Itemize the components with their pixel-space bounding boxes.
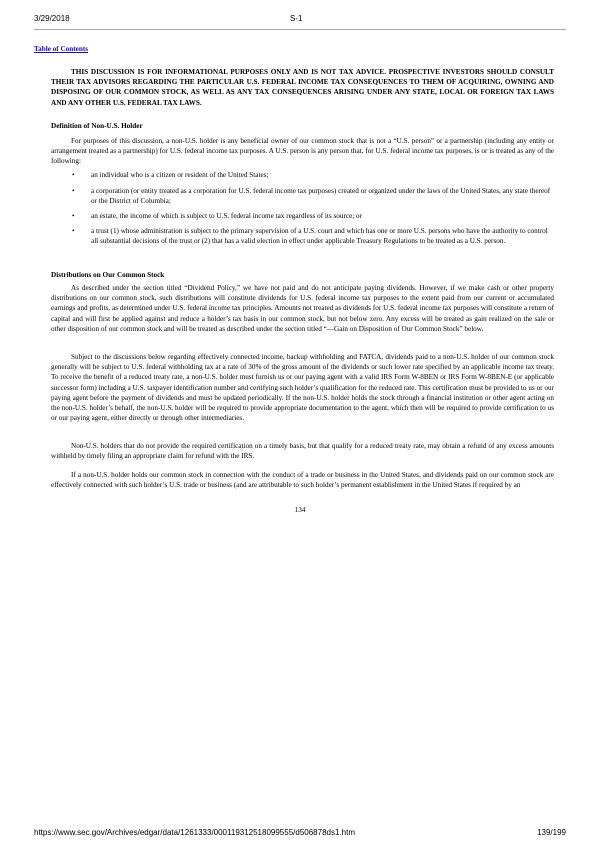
print-title: S-1 (290, 14, 303, 23)
tax-disclaimer: THIS DISCUSSION IS FOR INFORMATIONAL PURPOSES ONLY AND IS NOT TAX ADVICE. PROSPECTIVE INVESTORS SHOULD CONSULT THEIR TAX ADVISORS REGARDING THE PARTICULAR U.S. FEDERAL INCOME TAX CONSEQUENCES TO THEM OF ACQUIRING, OWNING AND DISPOSING OF OUR COMMON STOCK, AS WELL AS ANY TAX CONSEQUENCES ARISING UNDER ANY STATE, LOCAL OR FOREIGN TAX LAWS AND ANY OTHER U.S. FEDERAL TAX LAWS. (51, 68, 554, 107)
paragraph: As described under the section titled “Dividend Policy,” we have not paid and do not anticipate paying dividends. However, if we make cash or other property distributions on our common stock, such distributions will constitute dividends for U.S. federal income tax purposes to the extent paid from our current or accumulated earnings and profits, as determined under U.S. federal income tax principles. Amounts not treated as dividends for U.S. federal income tax purposes will constitute a return of capital and will first be applied against and reduce a holder’s tax basis in our common stock, but not below zero. Any excess will be treated as gain realized on the sale or other disposition of our common stock and will be treated as described under the section titled “—Gain on Disposition of Our Common Stock” below. (51, 284, 554, 333)
list-item-text: an estate, the income of which is subject to U.S. federal income tax regardless of its source; or (91, 212, 363, 220)
section-heading-distributions: Distributions on Our Common Stock (51, 271, 165, 279)
list-item-text: a corporation (or entity treated as a corporation for U.S. federal income tax purposes) created or organized under the laws of the United States, any state thereof or the District of Columbia; (91, 187, 551, 206)
bullet-icon: • (72, 171, 75, 179)
list-item (51, 186, 554, 206)
list-item (51, 226, 554, 246)
list-item-text: an individual who is a citizen or resident of the United States; (91, 171, 269, 179)
definition-intro: For purposes of this discussion, a non-U.S. holder is any beneficial owner of our common stock that is not a “U.S. person” or a partnership (including any entity or arrangement treated as a partnership) for U.S. federal income tax purposes. A U.S. person is any person that, for U.S. federal income tax purposes, is or is treated as any of the following: (51, 137, 554, 166)
footer-url: https://www.sec.gov/Archives/edgar/data/1261333/000119312518099555/d506878ds1.htm (34, 828, 355, 837)
table-of-contents-link[interactable]: Table of Contents (34, 45, 89, 53)
footer-page-count: 139/199 (537, 828, 566, 837)
paragraph: If a non-U.S. holder holds our common stock in connection with the conduct of a trade or business in the United States, and dividends paid on our common stock are effectively connected with such holder’s U.S. trade or business (and are attributable to such holder’s permanent establishment in the United States if required by an (51, 471, 554, 490)
bullet-icon: • (72, 212, 75, 220)
bullet-icon: • (72, 187, 75, 195)
print-date: 3/29/2018 (34, 14, 70, 23)
paragraph: Non-U.S. holders that do not provide the required certification on a timely basis, but that qualify for a reduced treaty rate, may obtain a refund of any excess amounts withheld by timely filing an appropriate claim for refund with the IRS. (51, 442, 554, 461)
header-divider (34, 29, 566, 30)
list-item-text: a trust (1) whose administration is subject to the primary supervision of a U.S. court and which has one or more U.S. persons who have the authority to control all substantial decisions of the trust or (2) that has a valid election in effect under applicable Treasury Regulations to be treated as a U.S. person. (91, 227, 548, 246)
paragraph: Subject to the discussions below regarding effectively connected income, backup withholding and FATCA, dividends paid to a non-U.S. holder of our common stock generally will be subject to U.S. federal withholding tax at a rate of 30% of the gross amount of the dividends or such lower rate specified by an applicable income tax treaty. To receive the benefit of a reduced treaty rate, a non-U.S. holder must furnish us or our paying agent with a valid IRS Form W-8BEN or IRS Form W-8BEN-E (or applicable successor form) including a U.S. taxpayer identification number and certifying such holder’s qualification for the reduced rate. This certification must be provided to us or our paying agent before the payment of dividends and must be updated periodically. If the non-U.S. holder holds the stock through a financial institution or other agent acting on the non-U.S. holder’s behalf, the non-U.S. holder will be required to provide appropriate documentation to the agent, which then will be required to provide certification to us or our paying agent, either directly or through other intermediaries. (51, 353, 554, 423)
bullet-icon: • (72, 227, 75, 235)
page-number: 134 (294, 506, 306, 514)
list-item (51, 170, 554, 180)
list-item (51, 211, 554, 221)
section-heading-definition: Definition of Non-U.S. Holder (51, 122, 143, 130)
